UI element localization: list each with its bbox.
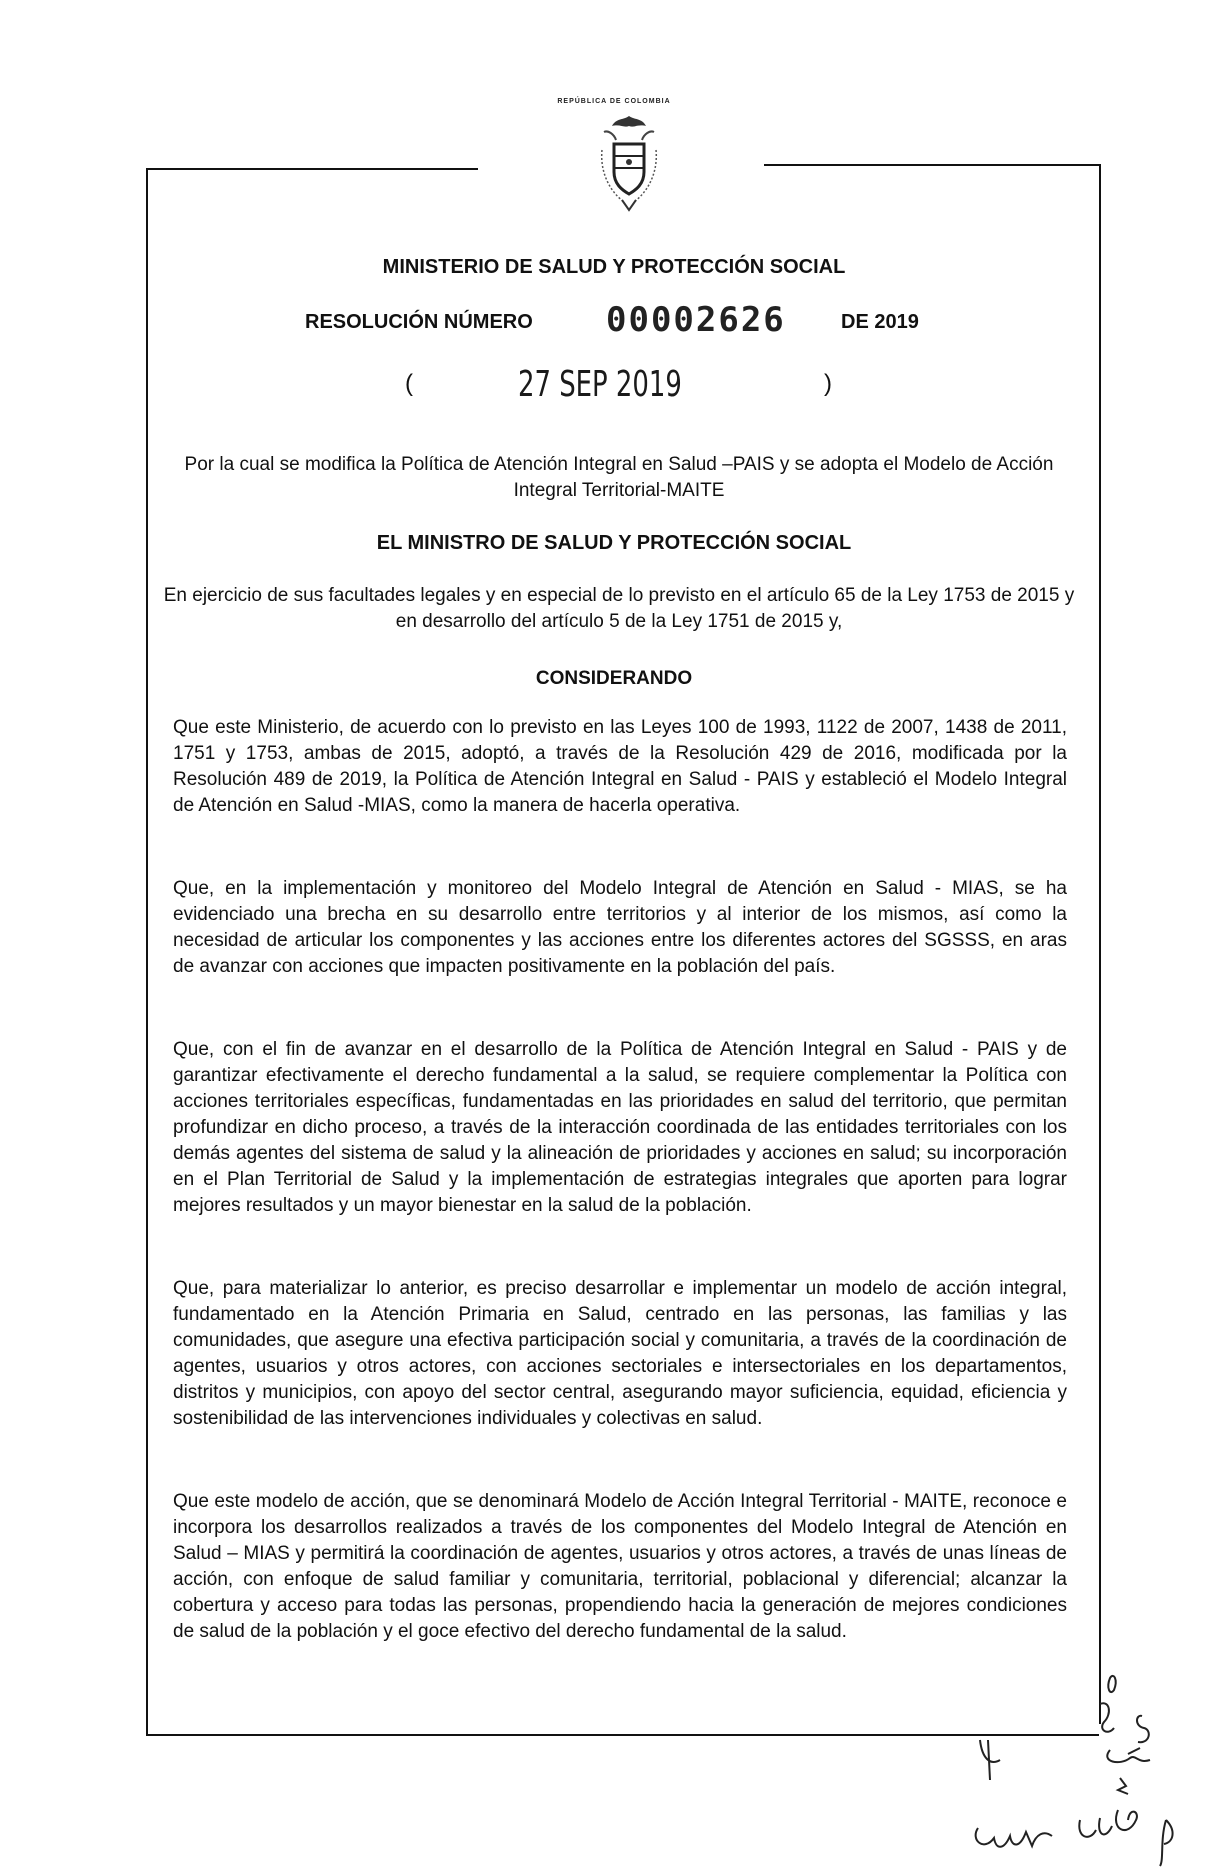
considerando-paragraph: Que, con el fin de avanzar en el desarrollo de la Política de Atención Integral en Salud - PAIS y de garantizar efectivamente el derecho fundamental a la salud, se requiere complementar la Política con acciones territoriales específicas, fundamentadas en las prioridades en salud del territorio, que permitan profundizar en dicho proceso, a través de la interacción coordinada de las entidades territoriales con los demás agentes del sistema de salud y la alineación de prioridades y acciones en salud; su incorporación en el Plan Territorial de Salud y la implementación de estrategias integrales que aporten para lograr mejores resultados y un mayor bienestar en la salud de la población. [173, 1039, 1067, 1216]
considerando-paragraph: Que, para materializar lo anterior, es preciso desarrollar e implementar un modelo de acción integral, fundamentado en la Atención Primaria en Salud, centrado en las personas, las familias y las comunidades, que asegure una efectiva participación social y comunitaria, a través de la coordinación de agentes, usuarios y otros actores, con acciones sectoriales e intersectoriales en los departamentos, distritos y municipios, con apoyo del sector central, asegurando mayor suficiencia, equidad, eficiencia y sostenibilidad de las intervenciones individuales y colectivas en salud. [173, 1278, 1067, 1429]
date-paren-close: ) [824, 370, 832, 397]
considerando-heading: CONSIDERANDO [535, 668, 693, 689]
coat-of-arms-icon [594, 110, 664, 230]
date-stamp: 27 SEP 2019 [518, 364, 682, 405]
resolution-subject: Por la cual se modifica la Política de Atención Integral en Salud –PAIS y se adopta el Modelo de Acción Integral Territorial-MAITE [184, 454, 1054, 501]
frame-left-border [146, 168, 148, 1736]
handwritten-initials [960, 1670, 1190, 1870]
authority-heading: EL MINISTRO DE SALUD Y PROTECCIÓN SOCIAL [376, 532, 852, 554]
frame-bottom-border [146, 1734, 1099, 1736]
frame-top-right-border [764, 164, 1101, 166]
resolution-number: 00002626 [606, 300, 786, 340]
considerando-paragraph: Que este Ministerio, de acuerdo con lo previsto en las Leyes 100 de 1993, 1122 de 2007, 1438 de 2011, 1751 y 1753, ambas de 2015, adoptó, a través de la Resolución 429 de 2016, modificada por la Resolución 489 de 2019, la Política de Atención Integral en Salud - PAIS y estableció el Modelo Integral de Atención en Salud -MIAS, como la manera de hacerla operativa. [173, 717, 1067, 816]
resolution-year: DE 2019 [841, 311, 919, 333]
preamble-text: En ejercicio de sus facultades legales y en especial de lo previsto en el artículo 65 de la Ley 1753 de 2015 y en desarrollo del artículo 5 de la Ley 1751 de 2015 y, [163, 585, 1075, 632]
frame-top-left-border [146, 168, 478, 170]
republic-caption: REPÚBLICA DE COLOMBIA [557, 98, 671, 105]
frame-right-border [1099, 164, 1101, 1724]
ministry-heading: MINISTERIO DE SALUD Y PROTECCIÓN SOCIAL [382, 256, 846, 278]
resolution-label: RESOLUCIÓN NÚMERO [305, 311, 533, 333]
date-paren-open: ( [405, 370, 413, 397]
considerando-paragraph: Que este modelo de acción, que se denominará Modelo de Acción Integral Territorial - MAITE, reconoce e incorpora los desarrollos realizados a través de los componentes del Modelo Integral de Atención en Salud – MIAS y permitirá la coordinación de agentes, usuarios y otros actores, a través de unas líneas de acción, con enfoque de salud familiar y comunitaria, territorial, poblacional y diferencial; alcanzar la cobertura y acceso para todas las personas, propendiendo hacia la generación de mejores condiciones de salud de la población y el goce efectivo del derecho fundamental de la salud. [173, 1491, 1067, 1642]
considerando-paragraph: Que, en la implementación y monitoreo del Modelo Integral de Atención en Salud - MIAS, se ha evidenciado una brecha en su desarrollo entre territorios y al interior de los mismos, así como la necesidad de articular los componentes y las acciones entre los diferentes actores del SGSSS, en aras de avanzar con acciones que impacten positivamente en la población del país. [173, 878, 1067, 977]
